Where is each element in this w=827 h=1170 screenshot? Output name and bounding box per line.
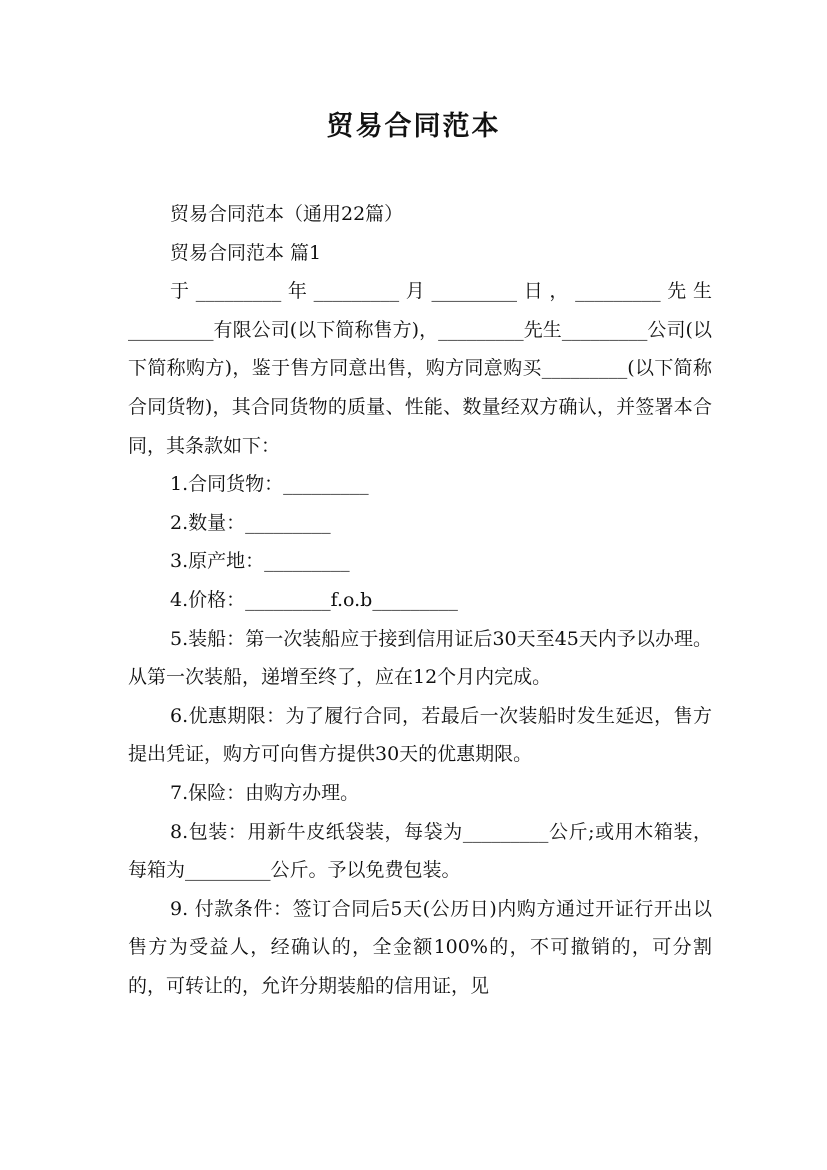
paragraph-clause-2: 2.数量：_________ xyxy=(170,511,331,534)
paragraph-clause-8: 8.包装：用新牛皮纸袋装，每袋为_________公斤;或用木箱装，每箱为_________公斤。予以免费包装。 xyxy=(128,820,712,882)
document-title: 贸易合同范本 xyxy=(326,111,501,142)
document-body xyxy=(128,195,712,1005)
paragraph-clause-5: 5.装船：第一次装船应于接到信用证后30天至45天内予以办理。从第一次装船，递增至终了，应在12个月内完成。 xyxy=(128,627,712,689)
paragraph-clause-7: 7.保险：由购方办理。 xyxy=(170,781,360,804)
paragraph-clause-4: 4.价格：_________f.o.b_________ xyxy=(170,588,458,611)
paragraph-subtitle: 贸易合同范本（通用22篇） xyxy=(170,203,404,225)
paragraph-clause-6: 6.优惠期限：为了履行合同，若最后一次装船时发生延迟，售方提出凭证，购方可向售方提供30天的优惠期限。 xyxy=(128,704,712,766)
paragraph-preamble: 于_________年_________月_________日，_________先生_________有限公司(以下简称售方)，_________先生_________公司(以下简称购方)，鉴于售方同意出售，购方同意购买_________(以下简称合同货物)，其合同货物的质量、性能、数量经双方确认，并签署本合同，其条款如下： xyxy=(128,280,712,457)
paragraph-clause-1: 1.合同货物：_________ xyxy=(170,473,369,496)
paragraph-clause-9: 9. 付款条件：签订合同后5天(公历日)内购方通过开证行开出以售方为受益人，经确认的，全金额100%的，不可撤销的，可分割的，可转让的，允许分期装船的信用证，见 xyxy=(128,897,712,997)
paragraph-clause-3: 3.原产地：_________ xyxy=(170,550,350,573)
paragraph-section-heading: 贸易合同范本 篇1 xyxy=(170,241,322,264)
